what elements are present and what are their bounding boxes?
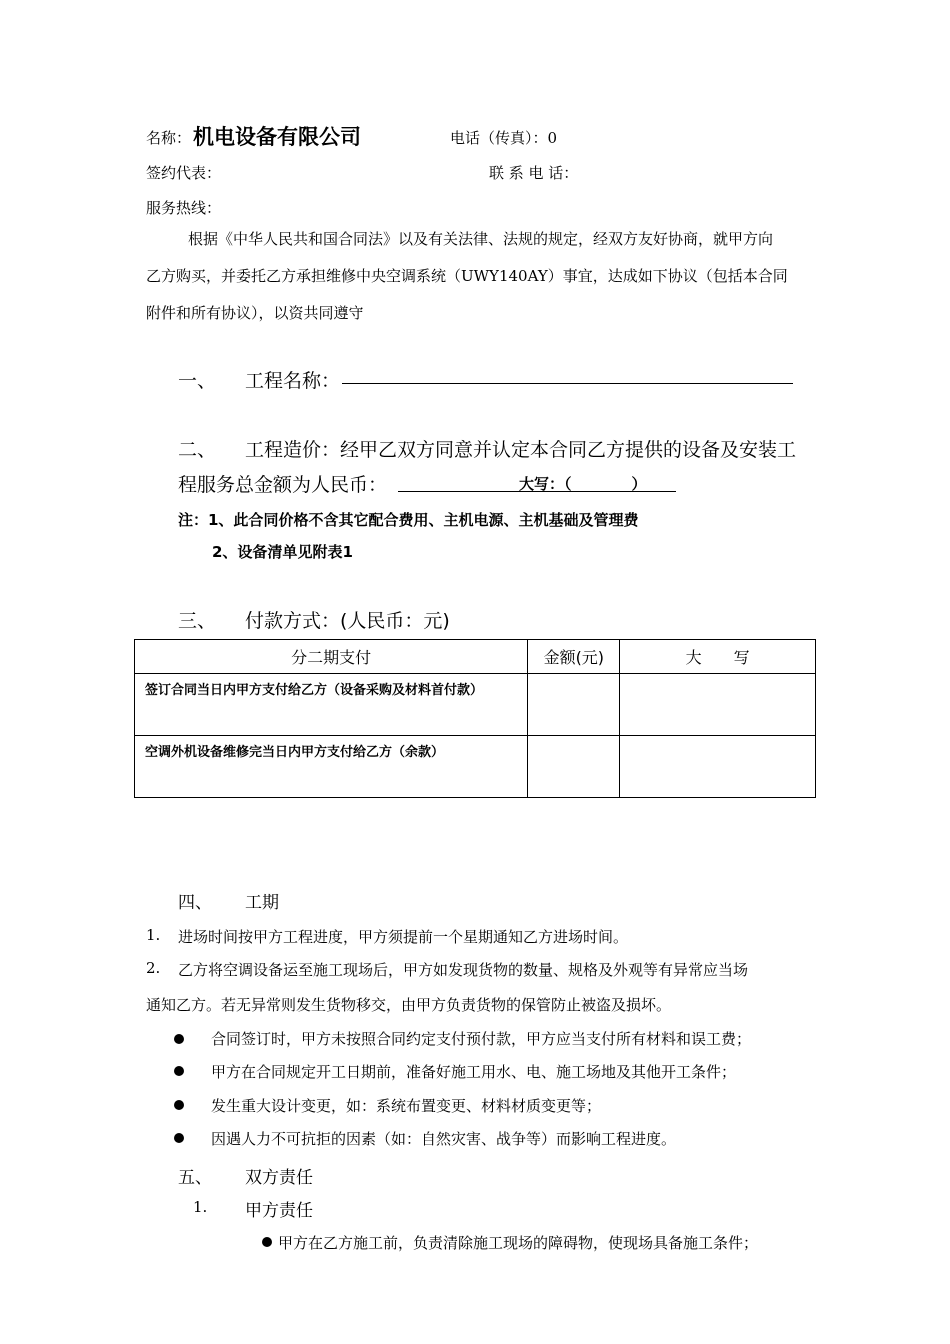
amount-words-cell[interactable] (620, 736, 816, 798)
section5-number: 五、 (178, 1168, 212, 1188)
project-name-blank[interactable] (342, 361, 793, 384)
bullet-item: 因遇人力不可抗拒的因素（如：自然灾害、战争等）而影响工程进度。 (211, 1130, 677, 1148)
table-header-row (135, 640, 816, 674)
bullet-icon (174, 1066, 184, 1076)
intro-line-2: 乙方购买，并委托乙方承担维修中央空调系统（UWY140AY）事宜，达成如下协议（包括本合同 (146, 267, 788, 285)
bullet-icon (262, 1237, 272, 1247)
list-item-number: 1. (146, 926, 161, 944)
table-cell: 签订合同当日内甲方支付给乙方（设备采购及材料首付款） (135, 674, 528, 736)
subsection-title: 甲方责任 (245, 1201, 313, 1221)
section3-title: 付款方式：(人民币：元) (245, 610, 450, 632)
table-header: 分二期支付 (135, 640, 528, 674)
section2-line-2: 程服务总金额为人民币： (178, 474, 388, 496)
amount-cell[interactable] (528, 736, 620, 798)
bullet-item: 甲方在乙方施工前，负责清除施工现场的障碍物，使现场具备施工条件； (278, 1234, 759, 1252)
bullet-icon (174, 1034, 184, 1044)
bullet-item: 甲方在合同规定开工日期前，准备好施工用水、电、施工场地及其他开工条件； (211, 1063, 737, 1081)
bullet-icon (174, 1100, 184, 1110)
section4-title: 工期 (245, 893, 279, 913)
list-item-continuation: 通知乙方。若无异常则发生货物移交，由甲方负责货物的保管防止被盗及损坏。 (146, 996, 672, 1014)
bullet-item: 合同签订时，甲方未按照合同约定支付预付款，甲方应当支付所有材料和误工费； (211, 1030, 752, 1048)
amount-cell[interactable] (528, 674, 620, 736)
table-row (135, 736, 816, 798)
table-header: 大 写 (620, 640, 816, 674)
section5-title: 双方责任 (245, 1168, 313, 1188)
company-name: 机电设备有限公司 (193, 125, 361, 149)
hotline-label: 服务热线： (146, 199, 222, 217)
section4-number: 四、 (178, 893, 212, 913)
phone-fax-label: 电话（传真）：0 (450, 129, 558, 147)
price-note-1: 注：1、此合同价格不含其它配合费用、主机电源、主机基础及管理费 (178, 511, 639, 529)
list-item: 乙方将空调设备运至施工现场后，甲方如发现货物的数量、规格及外观等有异常应当场 (178, 961, 749, 979)
price-note-2: 2、设备清单见附表1 (212, 543, 353, 561)
intro-line-1: 根据《中华人民共和国合同法》以及有关法律、法规的规定，经双方友好协商，就甲方向 (188, 230, 774, 248)
bullet-icon (174, 1133, 184, 1143)
list-item: 进场时间按甲方工程进度，甲方须提前一个星期通知乙方进场时间。 (178, 928, 629, 946)
amount-in-words-label: 大写：（ ） (519, 475, 647, 493)
subsection-number: 1. (193, 1198, 208, 1216)
intro-line-3: 附件和所有协议），以资共同遵守 (146, 304, 364, 322)
list-item-number: 2. (146, 959, 161, 977)
section3-number: 三、 (178, 610, 217, 632)
section2-number: 二、 (178, 439, 217, 461)
contact-phone-label: 联 系 电 话： (489, 164, 579, 182)
payment-table (134, 639, 816, 798)
table-cell: 空调外机设备维修完当日内甲方支付给乙方（余款） (135, 736, 528, 798)
section1-label: 工程名称： (245, 370, 341, 392)
signatory-label: 签约代表： (146, 164, 222, 182)
section2-line-1: 工程造价：经甲乙双方同意并认定本合同乙方提供的设备及安装工 (245, 439, 797, 461)
table-header: 金额(元) (528, 640, 620, 674)
company-name-label: 名称： (146, 129, 192, 147)
amount-words-cell[interactable] (620, 674, 816, 736)
section1-number: 一、 (178, 370, 217, 392)
table-row (135, 674, 816, 736)
bullet-item: 发生重大设计变更，如：系统布置变更、材料材质变更等； (211, 1097, 602, 1115)
